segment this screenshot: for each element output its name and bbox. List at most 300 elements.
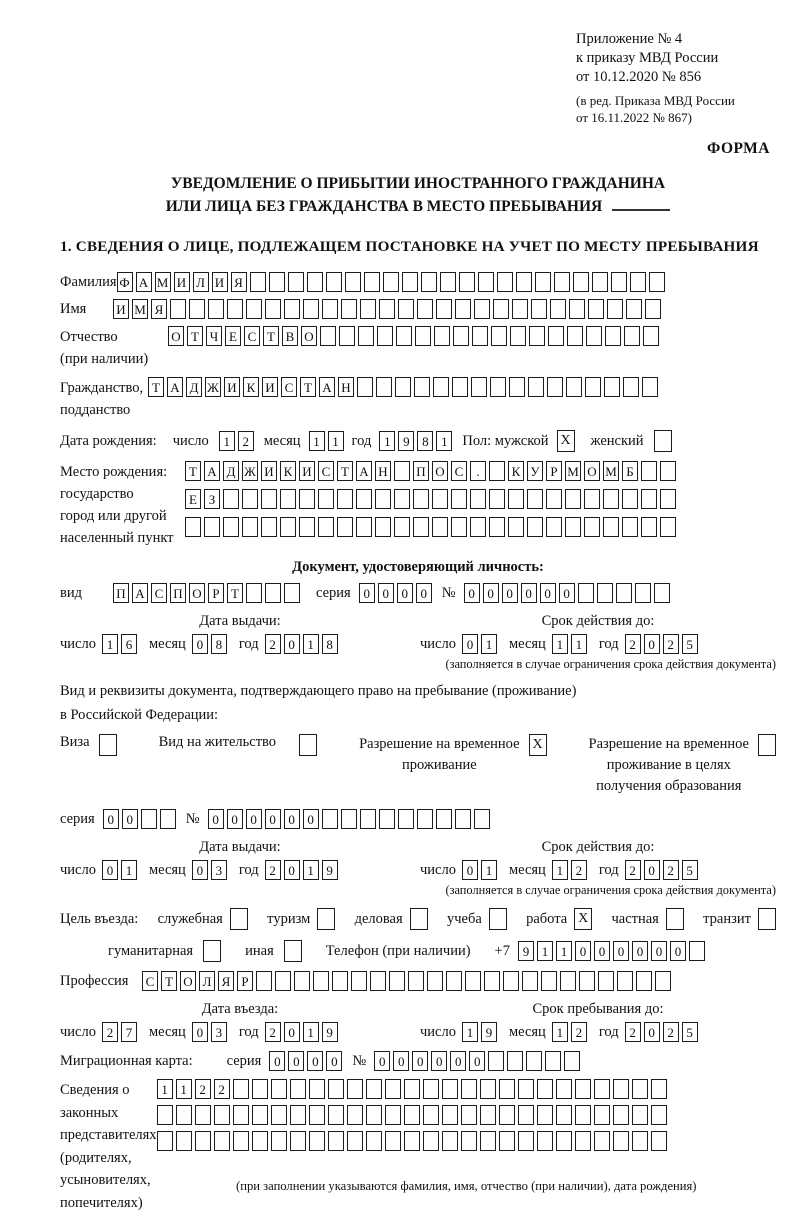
- cell[interactable]: Т: [161, 971, 177, 991]
- cell[interactable]: А: [319, 377, 335, 397]
- entry-day-cells[interactable]: [102, 1022, 137, 1042]
- cell[interactable]: [233, 1079, 249, 1099]
- cell[interactable]: Ж: [205, 377, 221, 397]
- cell[interactable]: [461, 1079, 477, 1099]
- id-valid-day-cells[interactable]: [462, 634, 497, 654]
- cell[interactable]: [214, 1131, 230, 1151]
- cell[interactable]: [299, 489, 315, 509]
- cell[interactable]: 3: [211, 1022, 227, 1042]
- cell[interactable]: [689, 941, 705, 961]
- cell[interactable]: [478, 272, 494, 292]
- cell[interactable]: 2: [214, 1079, 230, 1099]
- cell[interactable]: М: [565, 461, 581, 481]
- cell[interactable]: Л: [193, 272, 209, 292]
- cell[interactable]: М: [132, 299, 148, 319]
- cell[interactable]: Ф: [117, 272, 133, 292]
- cell[interactable]: [265, 583, 281, 603]
- cell[interactable]: З: [204, 489, 220, 509]
- cell[interactable]: [446, 971, 462, 991]
- cell[interactable]: [322, 809, 338, 829]
- cell[interactable]: [575, 1105, 591, 1125]
- cell[interactable]: [402, 272, 418, 292]
- cell[interactable]: [195, 1105, 211, 1125]
- cell[interactable]: [623, 377, 639, 397]
- id-number-cells[interactable]: [464, 583, 670, 603]
- cell[interactable]: [414, 377, 430, 397]
- cell[interactable]: [252, 1105, 268, 1125]
- cell[interactable]: 0: [632, 941, 648, 961]
- cell[interactable]: [645, 299, 661, 319]
- cell[interactable]: [607, 299, 623, 319]
- cell[interactable]: К: [280, 461, 296, 481]
- cell[interactable]: [578, 583, 594, 603]
- cell[interactable]: [660, 517, 676, 537]
- cell[interactable]: [603, 489, 619, 509]
- cell[interactable]: [318, 489, 334, 509]
- cell[interactable]: [356, 517, 372, 537]
- cell[interactable]: [480, 1105, 496, 1125]
- cell[interactable]: 1: [481, 634, 497, 654]
- cell[interactable]: [550, 299, 566, 319]
- cell[interactable]: [594, 1131, 610, 1151]
- cell[interactable]: [284, 299, 300, 319]
- cell[interactable]: 1: [436, 431, 452, 451]
- cell[interactable]: [507, 1051, 523, 1071]
- cell[interactable]: [592, 272, 608, 292]
- id-valid-year-cells[interactable]: [625, 634, 698, 654]
- cell[interactable]: [417, 299, 433, 319]
- birth-day-cells[interactable]: [219, 431, 254, 451]
- cell[interactable]: [649, 272, 665, 292]
- cell[interactable]: [261, 489, 277, 509]
- representatives-cells-1[interactable]: [157, 1079, 667, 1099]
- cell[interactable]: [508, 489, 524, 509]
- cell[interactable]: М: [155, 272, 171, 292]
- cell[interactable]: 6: [121, 634, 137, 654]
- cell[interactable]: [360, 809, 376, 829]
- cell[interactable]: [569, 299, 585, 319]
- cell[interactable]: 0: [288, 1051, 304, 1071]
- cell[interactable]: 0: [103, 809, 119, 829]
- cell[interactable]: 0: [378, 583, 394, 603]
- cell[interactable]: [242, 489, 258, 509]
- cell[interactable]: [337, 517, 353, 537]
- entry-month-cells[interactable]: [192, 1022, 227, 1042]
- cell[interactable]: 2: [195, 1079, 211, 1099]
- cell[interactable]: .: [470, 461, 486, 481]
- cell[interactable]: 0: [462, 634, 478, 654]
- cell[interactable]: [233, 1105, 249, 1125]
- cell[interactable]: [499, 1131, 515, 1151]
- cell[interactable]: А: [132, 583, 148, 603]
- purpose-humanitarian-checkbox[interactable]: [203, 940, 221, 962]
- cell[interactable]: 1: [303, 860, 319, 880]
- purpose-tourism-checkbox[interactable]: [317, 908, 335, 930]
- cell[interactable]: [294, 971, 310, 991]
- cell[interactable]: 1: [157, 1079, 173, 1099]
- cell[interactable]: [404, 1131, 420, 1151]
- cell[interactable]: [376, 377, 392, 397]
- cell[interactable]: [474, 809, 490, 829]
- cell[interactable]: [233, 1131, 249, 1151]
- cell[interactable]: И: [113, 299, 129, 319]
- cell[interactable]: П: [170, 583, 186, 603]
- cell[interactable]: [417, 809, 433, 829]
- cell[interactable]: [603, 517, 619, 537]
- cell[interactable]: [452, 377, 468, 397]
- cell[interactable]: [157, 1131, 173, 1151]
- cell[interactable]: [299, 517, 315, 537]
- cell[interactable]: [528, 377, 544, 397]
- cell[interactable]: [364, 272, 380, 292]
- cell[interactable]: [413, 517, 429, 537]
- cell[interactable]: [271, 1079, 287, 1099]
- cell[interactable]: 1: [121, 860, 137, 880]
- cell[interactable]: Л: [199, 971, 215, 991]
- cell[interactable]: [328, 1131, 344, 1151]
- cell[interactable]: [303, 299, 319, 319]
- cell[interactable]: [442, 1079, 458, 1099]
- cell[interactable]: 0: [412, 1051, 428, 1071]
- cell[interactable]: А: [167, 377, 183, 397]
- cell[interactable]: [632, 1105, 648, 1125]
- cell[interactable]: [313, 971, 329, 991]
- cell[interactable]: 9: [322, 1022, 338, 1042]
- cell[interactable]: [499, 1079, 515, 1099]
- cell[interactable]: 1: [102, 634, 118, 654]
- cell[interactable]: [503, 971, 519, 991]
- cell[interactable]: Н: [375, 461, 391, 481]
- res-number-cells[interactable]: [208, 809, 490, 829]
- cell[interactable]: [611, 272, 627, 292]
- cell[interactable]: 0: [464, 583, 480, 603]
- cell[interactable]: [379, 809, 395, 829]
- cell[interactable]: 0: [359, 583, 375, 603]
- cell[interactable]: 0: [192, 634, 208, 654]
- cell[interactable]: [385, 1079, 401, 1099]
- res-issue-day-cells[interactable]: [102, 860, 137, 880]
- cell[interactable]: [246, 299, 262, 319]
- cell[interactable]: 0: [559, 583, 575, 603]
- cell[interactable]: [423, 1105, 439, 1125]
- birth-place-cells-3[interactable]: [185, 517, 676, 537]
- cell[interactable]: 1: [552, 634, 568, 654]
- cell[interactable]: [358, 326, 374, 346]
- cell[interactable]: 0: [469, 1051, 485, 1071]
- cell[interactable]: 0: [521, 583, 537, 603]
- cell[interactable]: 1: [379, 431, 395, 451]
- cell[interactable]: [455, 809, 471, 829]
- cell[interactable]: [394, 461, 410, 481]
- cell[interactable]: [622, 517, 638, 537]
- cell[interactable]: [250, 272, 266, 292]
- purpose-private-checkbox[interactable]: [666, 908, 684, 930]
- cell[interactable]: [508, 517, 524, 537]
- cell[interactable]: [332, 971, 348, 991]
- cell[interactable]: 0: [265, 809, 281, 829]
- cell[interactable]: 0: [462, 860, 478, 880]
- cell[interactable]: 1: [552, 1022, 568, 1042]
- cell[interactable]: 0: [613, 941, 629, 961]
- cell[interactable]: О: [180, 971, 196, 991]
- cell[interactable]: [375, 517, 391, 537]
- cell[interactable]: [366, 1079, 382, 1099]
- cell[interactable]: [423, 1079, 439, 1099]
- cell[interactable]: [394, 517, 410, 537]
- cell[interactable]: [396, 326, 412, 346]
- cell[interactable]: 0: [483, 583, 499, 603]
- cell[interactable]: 0: [208, 809, 224, 829]
- purpose-other-checkbox[interactable]: [284, 940, 302, 962]
- cell[interactable]: [141, 809, 157, 829]
- cell[interactable]: [290, 1105, 306, 1125]
- representatives-cells-2[interactable]: [157, 1105, 667, 1125]
- cell[interactable]: [518, 1131, 534, 1151]
- cell[interactable]: 0: [594, 941, 610, 961]
- cell[interactable]: [347, 1131, 363, 1151]
- cell[interactable]: 0: [651, 941, 667, 961]
- cell[interactable]: [408, 971, 424, 991]
- cell[interactable]: И: [261, 461, 277, 481]
- cell[interactable]: [547, 377, 563, 397]
- cell[interactable]: [489, 461, 505, 481]
- cell[interactable]: 0: [307, 1051, 323, 1071]
- cell[interactable]: [588, 299, 604, 319]
- cell[interactable]: [328, 1105, 344, 1125]
- cell[interactable]: [455, 299, 471, 319]
- cell[interactable]: [271, 1105, 287, 1125]
- cell[interactable]: [404, 1079, 420, 1099]
- cell[interactable]: П: [113, 583, 129, 603]
- cell[interactable]: [579, 971, 595, 991]
- residence-permit-checkbox[interactable]: [299, 734, 317, 756]
- cell[interactable]: [632, 1079, 648, 1099]
- cell[interactable]: [157, 1105, 173, 1125]
- given-name-cells[interactable]: [113, 299, 661, 319]
- cell[interactable]: [366, 1105, 382, 1125]
- cell[interactable]: О: [432, 461, 448, 481]
- cell[interactable]: [545, 1051, 561, 1071]
- cell[interactable]: [554, 272, 570, 292]
- cell[interactable]: Н: [338, 377, 354, 397]
- cell[interactable]: 0: [284, 860, 300, 880]
- cell[interactable]: [537, 1079, 553, 1099]
- cell[interactable]: 7: [121, 1022, 137, 1042]
- purpose-official-checkbox[interactable]: [230, 908, 248, 930]
- cell[interactable]: [398, 809, 414, 829]
- cell[interactable]: Т: [148, 377, 164, 397]
- cell[interactable]: И: [224, 377, 240, 397]
- cell[interactable]: [275, 971, 291, 991]
- cell[interactable]: [318, 517, 334, 537]
- entry-year-cells[interactable]: [265, 1022, 338, 1042]
- cell[interactable]: [546, 517, 562, 537]
- cell[interactable]: [584, 517, 600, 537]
- cell[interactable]: [242, 517, 258, 537]
- cell[interactable]: 0: [502, 583, 518, 603]
- cell[interactable]: Т: [187, 326, 203, 346]
- cell[interactable]: Т: [300, 377, 316, 397]
- cell[interactable]: [642, 377, 658, 397]
- cell[interactable]: 0: [284, 809, 300, 829]
- cell[interactable]: [284, 583, 300, 603]
- cell[interactable]: [227, 299, 243, 319]
- cell[interactable]: [246, 583, 262, 603]
- temp-res-edu-checkbox[interactable]: [758, 734, 776, 756]
- cell[interactable]: А: [204, 461, 220, 481]
- cell[interactable]: [309, 1105, 325, 1125]
- cell[interactable]: [307, 272, 323, 292]
- cell[interactable]: И: [299, 461, 315, 481]
- cell[interactable]: С: [151, 583, 167, 603]
- representatives-cells-3[interactable]: [157, 1131, 667, 1151]
- cell[interactable]: [337, 489, 353, 509]
- cell[interactable]: [624, 326, 640, 346]
- id-series-cells[interactable]: [359, 583, 432, 603]
- cell[interactable]: [584, 489, 600, 509]
- cell[interactable]: 0: [192, 1022, 208, 1042]
- cell[interactable]: [461, 1131, 477, 1151]
- cell[interactable]: [575, 1131, 591, 1151]
- mc-series-cells[interactable]: [269, 1051, 342, 1071]
- id-issue-day-cells[interactable]: [102, 634, 137, 654]
- cell[interactable]: [472, 326, 488, 346]
- cell[interactable]: [189, 299, 205, 319]
- cell[interactable]: [471, 377, 487, 397]
- cell[interactable]: Б: [622, 461, 638, 481]
- cell[interactable]: [436, 809, 452, 829]
- cell[interactable]: [341, 299, 357, 319]
- cell[interactable]: [423, 1131, 439, 1151]
- cell[interactable]: [655, 971, 671, 991]
- cell[interactable]: [389, 971, 405, 991]
- cell[interactable]: [510, 326, 526, 346]
- cell[interactable]: Е: [225, 326, 241, 346]
- res-issue-month-cells[interactable]: [192, 860, 227, 880]
- cell[interactable]: [527, 489, 543, 509]
- cell[interactable]: [375, 489, 391, 509]
- cell[interactable]: [440, 272, 456, 292]
- cell[interactable]: 2: [625, 634, 641, 654]
- cell[interactable]: [541, 971, 557, 991]
- cell[interactable]: [613, 1079, 629, 1099]
- cell[interactable]: [256, 971, 272, 991]
- cell[interactable]: [208, 299, 224, 319]
- cell[interactable]: 1: [303, 634, 319, 654]
- stay-month-cells[interactable]: [552, 1022, 587, 1042]
- purpose-business-checkbox[interactable]: [410, 908, 428, 930]
- cell[interactable]: [474, 299, 490, 319]
- birth-month-cells[interactable]: [309, 431, 344, 451]
- cell[interactable]: [309, 1131, 325, 1151]
- cell[interactable]: [322, 299, 338, 319]
- cell[interactable]: [527, 517, 543, 537]
- cell[interactable]: [641, 489, 657, 509]
- cell[interactable]: [518, 1105, 534, 1125]
- cell[interactable]: 0: [303, 809, 319, 829]
- cell[interactable]: С: [142, 971, 158, 991]
- cell[interactable]: [398, 299, 414, 319]
- cell[interactable]: О: [168, 326, 184, 346]
- cell[interactable]: [567, 326, 583, 346]
- cell[interactable]: 0: [575, 941, 591, 961]
- cell[interactable]: [280, 517, 296, 537]
- cell[interactable]: Ж: [242, 461, 258, 481]
- cell[interactable]: [605, 326, 621, 346]
- cell[interactable]: [565, 489, 581, 509]
- cell[interactable]: 0: [644, 1022, 660, 1042]
- id-issue-year-cells[interactable]: [265, 634, 338, 654]
- cell[interactable]: [223, 517, 239, 537]
- cell[interactable]: [395, 377, 411, 397]
- cell[interactable]: [421, 272, 437, 292]
- cell[interactable]: [556, 1105, 572, 1125]
- cell[interactable]: [651, 1079, 667, 1099]
- cell[interactable]: Я: [218, 971, 234, 991]
- cell[interactable]: И: [212, 272, 228, 292]
- cell[interactable]: [185, 517, 201, 537]
- cell[interactable]: [489, 489, 505, 509]
- cell[interactable]: 5: [682, 860, 698, 880]
- cell[interactable]: [339, 326, 355, 346]
- cell[interactable]: [470, 489, 486, 509]
- cell[interactable]: 9: [398, 431, 414, 451]
- cell[interactable]: [269, 272, 285, 292]
- cell[interactable]: 0: [670, 941, 686, 961]
- cell[interactable]: [252, 1131, 268, 1151]
- cell[interactable]: 0: [246, 809, 262, 829]
- cell[interactable]: [491, 326, 507, 346]
- cell[interactable]: 2: [663, 1022, 679, 1042]
- cell[interactable]: [326, 272, 342, 292]
- cell[interactable]: [617, 971, 633, 991]
- cell[interactable]: 1: [537, 941, 553, 961]
- citizenship-cells[interactable]: [148, 377, 658, 397]
- cell[interactable]: [522, 971, 538, 991]
- cell[interactable]: П: [413, 461, 429, 481]
- cell[interactable]: И: [262, 377, 278, 397]
- cell[interactable]: [598, 971, 614, 991]
- purpose-study-checkbox[interactable]: [489, 908, 507, 930]
- cell[interactable]: [356, 489, 372, 509]
- cell[interactable]: А: [356, 461, 372, 481]
- cell[interactable]: [493, 299, 509, 319]
- res-valid-day-cells[interactable]: [462, 860, 497, 880]
- cell[interactable]: 0: [284, 634, 300, 654]
- cell[interactable]: [360, 299, 376, 319]
- cell[interactable]: [451, 489, 467, 509]
- cell[interactable]: [575, 1079, 591, 1099]
- cell[interactable]: [345, 272, 361, 292]
- cell[interactable]: [379, 299, 395, 319]
- cell[interactable]: [516, 272, 532, 292]
- cell[interactable]: [556, 1131, 572, 1151]
- cell[interactable]: К: [508, 461, 524, 481]
- cell[interactable]: 0: [393, 1051, 409, 1071]
- cell[interactable]: [537, 1105, 553, 1125]
- cell[interactable]: [160, 809, 176, 829]
- cell[interactable]: 1: [328, 431, 344, 451]
- cell[interactable]: Р: [237, 971, 253, 991]
- cell[interactable]: 0: [227, 809, 243, 829]
- cell[interactable]: [377, 326, 393, 346]
- cell[interactable]: [484, 971, 500, 991]
- cell[interactable]: [320, 326, 336, 346]
- sex-male-checkbox[interactable]: X: [557, 430, 575, 452]
- cell[interactable]: [597, 583, 613, 603]
- cell[interactable]: Т: [185, 461, 201, 481]
- id-valid-month-cells[interactable]: [552, 634, 587, 654]
